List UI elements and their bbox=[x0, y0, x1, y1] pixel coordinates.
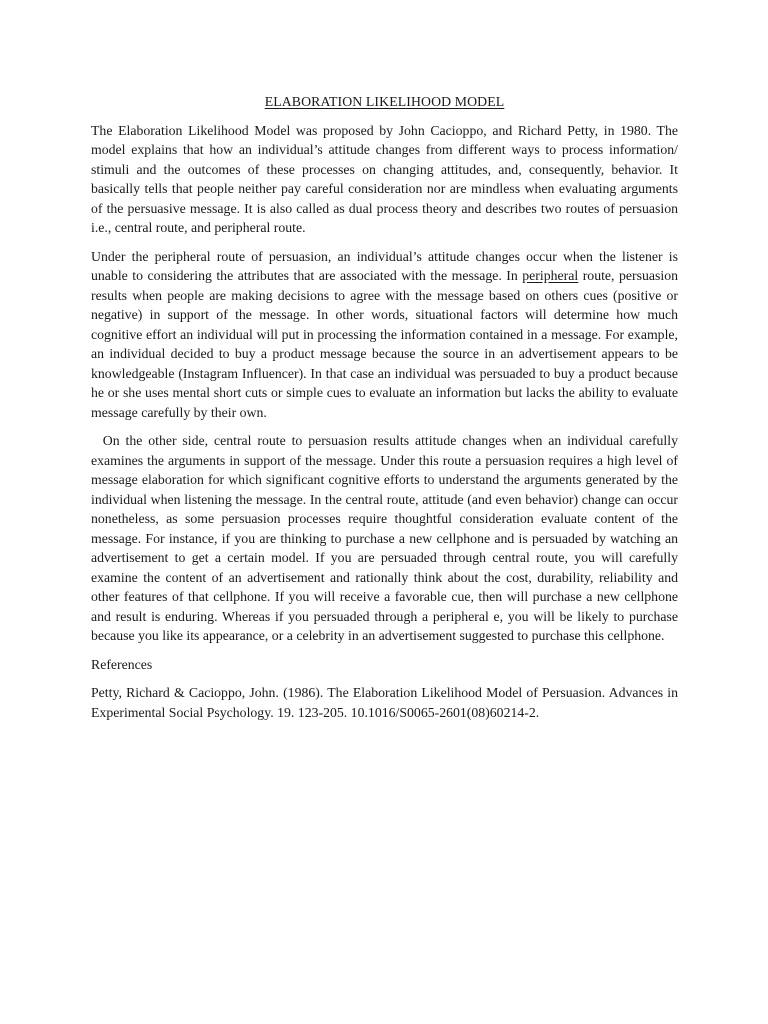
document-title: ELABORATION LIKELIHOOD MODEL bbox=[264, 94, 505, 109]
paragraph-intro: The Elaboration Likelihood Model was proposed by John Cacioppo, and Richard Petty, in 1980. The model explains that how an individual’s attitude changes from different ways to process information/ stimuli and the outcomes of these processes on changing attitudes, and, consequently, behavior. It basically tells that people neither pay careful consideration nor are mindless when evaluating arguments of the persuasive message. It is also called as dual process theory and describes two routes of persuasion i.e., central route, and peripheral route. bbox=[91, 122, 678, 235]
underlined-term-peripheral: peripheral bbox=[522, 268, 579, 283]
references-heading: References bbox=[91, 656, 153, 672]
document-body bbox=[91, 92, 678, 731]
paragraph-central-route bbox=[91, 431, 678, 646]
reference-entry: Petty, Richard & Cacioppo, John. (1986). The Elaboration Likelihood Model of Persuasion. Advances in Experimental Social Psychology. 19. 123-205. 10.1016/S0065-2601(08)60214-2. bbox=[91, 685, 678, 720]
paragraph-central-route-text: On the other side, central route to persuasion results attitude changes when an individual carefully examines the arguments in support of the message. Under this route a persuasion requires a high level of message elaboration for which significant cognitive efforts to understand the arguments generated by the individual when listening the message. In the central route, attitude (and even behavior) change can occur nonetheless, as some persuasion processes require thoughtful consideration evaluate content of the message. For instance, if you are thinking to purchase a new cellphone and is persuaded by watching an advertisement to get a certain model. If you are persuaded through central route, you will carefully examine the content of an advertisement and rationally think about the cost, durability, reliability and other features of that cellphone. If you will receive a favorable cue, then will purchase a new cellphone and result is enduring. Whereas if you persuaded through a peripheral e, you will be likely to purchase because you like its appearance, or a celebrity in an advertisement suggested to purchase this cellphone. bbox=[91, 433, 679, 643]
paragraph-peripheral-route bbox=[91, 247, 678, 423]
paragraph-peripheral-route-text-end: route, persuasion results when people are making decisions to agree with the message based on others cues (positive or negative) in support of the message. In other words, situational factors will determine how much cognitive effort an individual will put in processing the information contained in a message. For example, an individual decided to buy a product message because the source in an advertisement appears to be knowledgeable (Instagram Influencer). In that case an individual was persuaded to buy a product because he or she uses mental short cuts or simple cues to evaluate an information but lacks the ability to evaluate message carefully by their own. bbox=[91, 268, 678, 420]
paragraph-peripheral-route-text-start: Under the peripheral route of persuasion, an individual’s attitude changes occur when the listener is unable to considering the attributes that are associated with the message. In bbox=[91, 248, 678, 283]
